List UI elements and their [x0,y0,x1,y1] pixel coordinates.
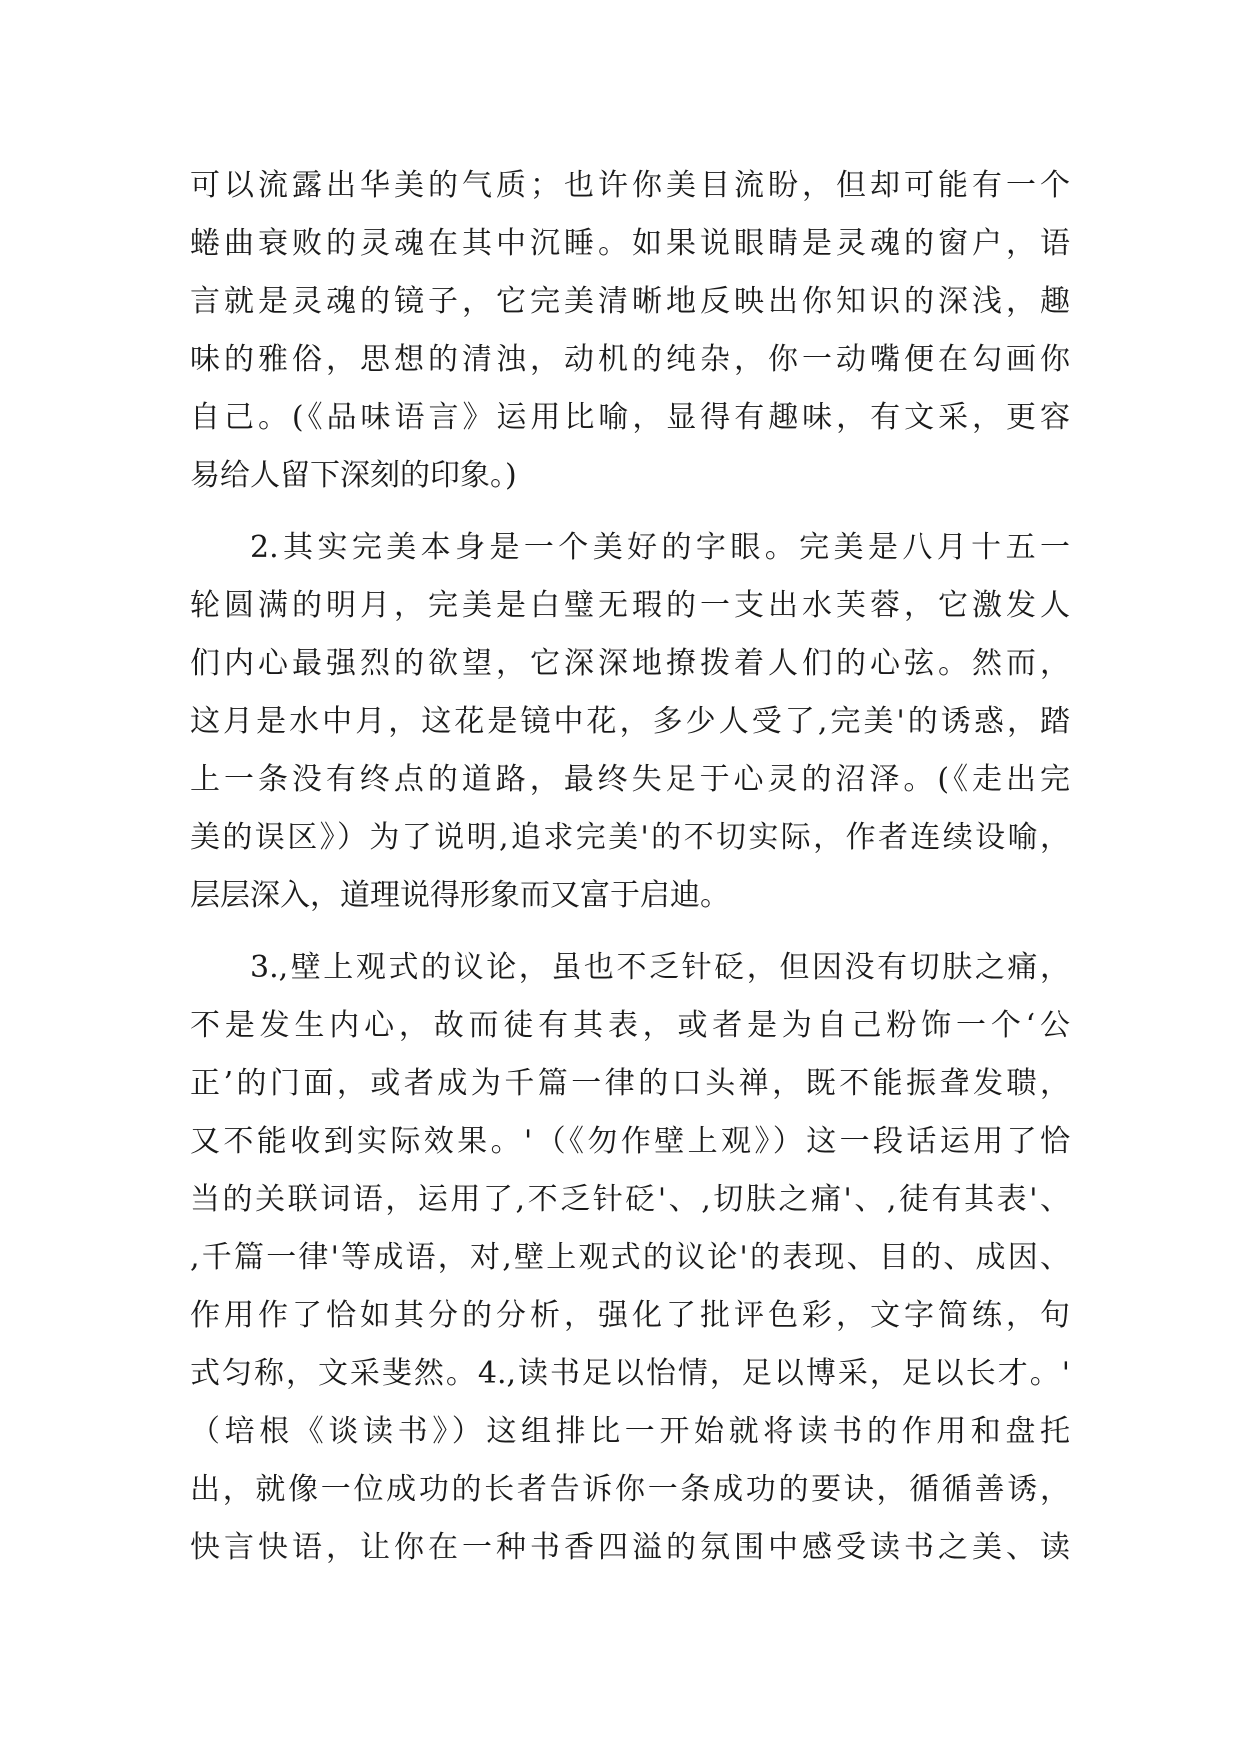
text-line: 快言快语，让你在一种书香四溢的氛围中感受读书之美、读 [190,1530,1070,1565]
text-line: 言就是灵魂的镜子，它完美清晰地反映出你知识的深浅，趣 [190,284,1070,319]
text-line: 美的误区》）为了说明,追求完美'的不切实际，作者连续设喻， [190,820,1070,855]
text-line: ,千篇一律'等成语，对,壁上观式的议论'的表现、目的、成因、 [190,1240,1070,1275]
text-line: 这月是水中月，这花是镜中花，多少人受了,完美'的诱惑，踏 [190,704,1070,739]
text-line: 易给人留下深刻的印象。) [190,458,517,493]
text-line: （培根《谈读书》）这组排比一开始就将读书的作用和盘托 [190,1414,1070,1449]
text-line: 作用作了恰如其分的分析，强化了批评色彩，文字简练，句 [190,1298,1070,1333]
text-line: 蜷曲衰败的灵魂在其中沉睡。如果说眼睛是灵魂的窗户，语 [190,226,1070,261]
text-line: 3.,壁上观式的议论，虽也不乏针砭，但因没有切肤之痛， [250,950,1070,985]
text-line: 出，就像一位成功的长者告诉你一条成功的要诀，循循善诱， [190,1472,1070,1507]
text-line: 层层深入，道理说得形象而又富于启迪。 [190,878,730,913]
text-line: 自己。(《品味语言》运用比喻，显得有趣味，有文采，更容 [190,400,1070,435]
paragraph-3 [190,939,1070,1577]
paragraph-2 [190,519,1070,925]
text-line: 正’的门面，或者成为千篇一律的口头禅，既不能振聋发聩， [190,1066,1070,1101]
text-line: 当的关联词语，运用了,不乏针砭'、,切肤之痛'、,徒有其表'、 [190,1182,1070,1217]
text-line: 轮圆满的明月，完美是白璧无瑕的一支出水芙蓉，它激发人 [190,588,1070,623]
text-line: 上一条没有终点的道路，最终失足于心灵的沼泽。(《走出完 [190,762,1070,797]
text-line: 味的雅俗，思想的清浊，动机的纯杂，你一动嘴便在勾画你 [190,342,1070,377]
text-line: 们内心最强烈的欲望，它深深地撩拨着人们的心弦。然而， [190,646,1070,681]
paragraph-1 [190,157,1070,505]
text-line: 式匀称，文采斐然。4.,读书足以怡情，足以博采，足以长才。' [190,1356,1070,1391]
text-line: 2.其实完美本身是一个美好的字眼。完美是八月十五一 [250,530,1070,565]
text-line: 又不能收到实际效果。'（《勿作壁上观》）这一段话运用了恰 [190,1124,1070,1159]
document-body [190,157,1070,1577]
text-line: 不是发生内心，故而徒有其表，或者是为自己粉饰一个‘公 [190,1008,1070,1043]
text-line: 可以流露出华美的气质；也许你美目流盼，但却可能有一个 [190,168,1070,203]
